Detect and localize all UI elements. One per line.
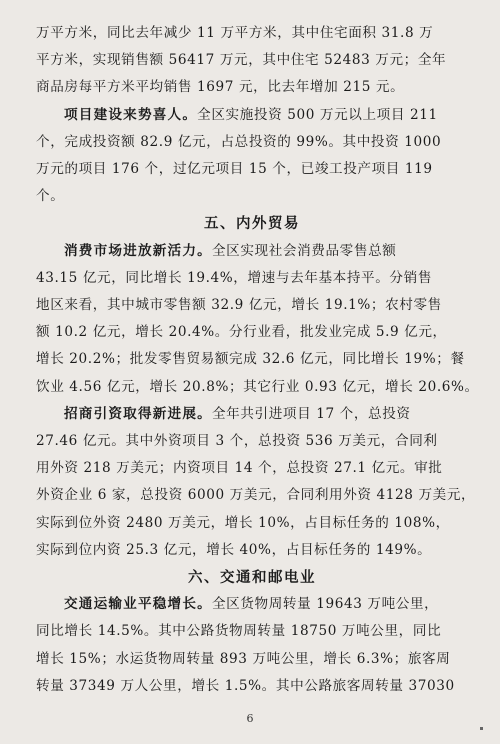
text-line: 个。 xyxy=(36,188,65,205)
paragraph-first-line xyxy=(36,102,468,129)
text-line: 增长 20.2%；批发零售贸易额完成 32.6 亿元，同比增长 19%；餐 xyxy=(36,351,465,368)
text-line: 43.15 亿元，同比增长 19.4%，增速与去年基本持平。分销售 xyxy=(36,269,433,286)
text-line: 额 10.2 亿元，增长 20.4%。分行业看，批发业完成 5.9 亿元， xyxy=(36,324,447,341)
paragraph-text: 全区实现社会消费品零售总额 xyxy=(211,242,397,259)
paragraph-lead-title: 消费市场进放新活力。 xyxy=(64,242,212,259)
text-line: 转量 37349 万人公里，增长 1.5%。其中公路旅客周转量 37030 xyxy=(36,677,455,694)
paragraph-lead-title: 项目建设来势喜人。 xyxy=(64,106,198,123)
text-line: 平方米，实现销售额 56417 万元，其中住宅 52483 万元；全年 xyxy=(36,52,447,69)
text-line: 地区来看，其中城市零售额 32.9 亿元，增长 19.1%；农村零售 xyxy=(36,297,442,314)
page-number: 6 xyxy=(246,712,254,725)
text-line: 实际到位外资 2480 万美元，增长 10%，占目标任务的 108%， xyxy=(36,514,450,531)
paragraph-first-line xyxy=(36,591,468,618)
section-heading: 五、内外贸易 xyxy=(204,215,300,233)
text-line: 增长 15%；水运货物周转量 893 万吨公里，增长 6.3%；旅客周 xyxy=(36,650,451,667)
text-line: 外资企业 6 家，总投资 6000 万美元，合同利用外资 4128 万美元， xyxy=(36,487,476,504)
text-line: 同比增长 14.5%。其中公路货物周转量 18750 万吨公里，同比 xyxy=(36,623,442,640)
section-heading: 六、交通和邮电业 xyxy=(188,569,316,587)
text-line: 万平方米，同比去年减少 11 万平方米，其中住宅面积 31.8 万 xyxy=(36,25,434,41)
text-line: 用外资 218 万美元；内资项目 14 个，总投资 27.1 亿元。审批 xyxy=(36,460,443,477)
document-body xyxy=(36,20,479,700)
paragraph-first-line xyxy=(36,238,468,265)
paragraph-lead-title: 交通运输业平稳增长。 xyxy=(64,596,212,613)
paragraph-first-line xyxy=(36,401,468,428)
text-line: 饮业 4.56 亿元，增长 20.8%；其它行业 0.93 亿元，增长 20.6%。 xyxy=(36,378,479,395)
paragraph-text: 全区实施投资 500 万元以上项目 211 xyxy=(197,106,438,123)
text-line: 实际到位内资 25.3 亿元，增长 40%，占目标任务的 149%。 xyxy=(36,541,432,558)
paragraph-lead-title: 招商引资取得新进展。 xyxy=(64,405,212,422)
paragraph-text: 全区货物周转量 19643 万吨公里， xyxy=(211,596,439,613)
paragraph-text: 全年共引进项目 17 个，总投资 xyxy=(211,405,411,422)
scan-mark xyxy=(480,727,483,730)
text-line: 27.46 亿元。其中外资项目 3 个，总投资 536 万美元，合同利 xyxy=(36,433,438,450)
text-line: 商品房每平方米平均销售 1697 元，比去年增加 215 元。 xyxy=(36,79,405,96)
text-line: 万元的项目 176 个，过亿元项目 15 个，已竣工投产项目 119 xyxy=(36,161,433,178)
text-line: 个，完成投资额 82.9 亿元，占总投资的 99%。其中投资 1000 xyxy=(36,133,442,150)
